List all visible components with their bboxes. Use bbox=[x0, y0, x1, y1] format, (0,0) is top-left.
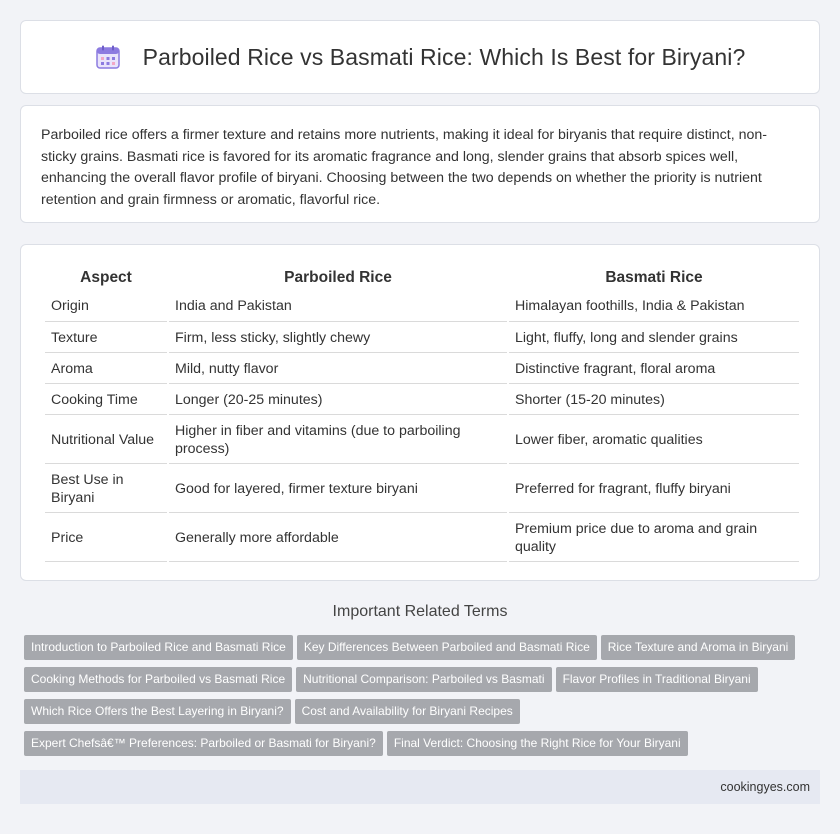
related-tag[interactable]: Expert Chefsâ€™ Preferences: Parboiled or Basmati for Biryani? bbox=[24, 731, 383, 756]
related-terms-title: Important Related Terms bbox=[332, 603, 508, 620]
row-parboiled: Generally more affordable bbox=[169, 515, 507, 562]
row-parboiled: Firm, less sticky, slightly chewy bbox=[169, 324, 507, 353]
row-aspect: Price bbox=[45, 515, 167, 562]
intro-text: Parboiled rice offers a firmer texture and retains more nutrients, making it ideal for biryanis that require distinct, non-sticky grains. Basmati rice is favored for its aromatic fragrance and long, slender grains that absorb spices well, enhancing the overall flavor profile of biryani. Choosing between the two depends on whether the priority is nutrient retention and grain firmness or aromatic, flavorful rice. bbox=[41, 127, 768, 208]
row-basmati: Shorter (15-20 minutes) bbox=[509, 386, 799, 415]
row-aspect: Best Use in Biryani bbox=[45, 466, 167, 513]
related-tag[interactable]: Nutritional Comparison: Parboiled vs Basmati bbox=[296, 667, 551, 692]
row-basmati: Lower fiber, aromatic qualities bbox=[509, 417, 799, 464]
table-row bbox=[45, 515, 799, 562]
header-parboiled: Parboiled Rice bbox=[284, 269, 392, 286]
row-parboiled: Mild, nutty flavor bbox=[169, 355, 507, 384]
row-basmati: Himalayan foothills, India & Pakistan bbox=[509, 291, 799, 322]
table-row bbox=[45, 355, 799, 384]
comparison-table bbox=[43, 263, 801, 564]
row-aspect: Nutritional Value bbox=[45, 417, 167, 464]
calendar-icon bbox=[95, 44, 121, 70]
related-tag[interactable]: Flavor Profiles in Traditional Biryani bbox=[556, 667, 758, 692]
table-row bbox=[45, 291, 799, 322]
table-row bbox=[45, 386, 799, 415]
related-terms-tags bbox=[24, 635, 824, 763]
row-basmati: Light, fluffy, long and slender grains bbox=[509, 324, 799, 353]
row-parboiled: Longer (20-25 minutes) bbox=[169, 386, 507, 415]
footer bbox=[20, 770, 820, 804]
table-row bbox=[45, 417, 799, 464]
row-basmati: Premium price due to aroma and grain quality bbox=[509, 515, 799, 562]
related-tag[interactable]: Cost and Availability for Biryani Recipes bbox=[295, 699, 520, 724]
page-title: Parboiled Rice vs Basmati Rice: Which Is Best for Biryani? bbox=[142, 43, 746, 70]
row-parboiled: India and Pakistan bbox=[169, 291, 507, 322]
header-aspect: Aspect bbox=[80, 269, 132, 286]
row-aspect: Aroma bbox=[45, 355, 167, 384]
related-tag[interactable]: Which Rice Offers the Best Layering in Biryani? bbox=[24, 699, 291, 724]
table-header-row bbox=[45, 265, 799, 289]
row-parboiled: Higher in fiber and vitamins (due to parboiling process) bbox=[169, 417, 507, 464]
title-card bbox=[20, 20, 820, 94]
row-parboiled: Good for layered, firmer texture biryani bbox=[169, 466, 507, 513]
footer-site[interactable]: cookingyes.com bbox=[720, 780, 810, 794]
related-tag[interactable]: Final Verdict: Choosing the Right Rice for Your Biryani bbox=[387, 731, 688, 756]
comparison-table-card bbox=[20, 244, 820, 581]
row-aspect: Origin bbox=[45, 291, 167, 322]
row-aspect: Texture bbox=[45, 324, 167, 353]
table-row bbox=[45, 324, 799, 353]
row-aspect: Cooking Time bbox=[45, 386, 167, 415]
related-tag[interactable]: Rice Texture and Aroma in Biryani bbox=[601, 635, 796, 660]
related-tag[interactable]: Cooking Methods for Parboiled vs Basmati Rice bbox=[24, 667, 292, 692]
table-row bbox=[45, 466, 799, 513]
intro-card bbox=[20, 105, 820, 223]
related-tag[interactable]: Key Differences Between Parboiled and Basmati Rice bbox=[297, 635, 597, 660]
row-basmati: Distinctive fragrant, floral aroma bbox=[509, 355, 799, 384]
related-tag[interactable]: Introduction to Parboiled Rice and Basmati Rice bbox=[24, 635, 293, 660]
header-basmati: Basmati Rice bbox=[605, 269, 703, 286]
row-basmati: Preferred for fragrant, fluffy biryani bbox=[509, 466, 799, 513]
